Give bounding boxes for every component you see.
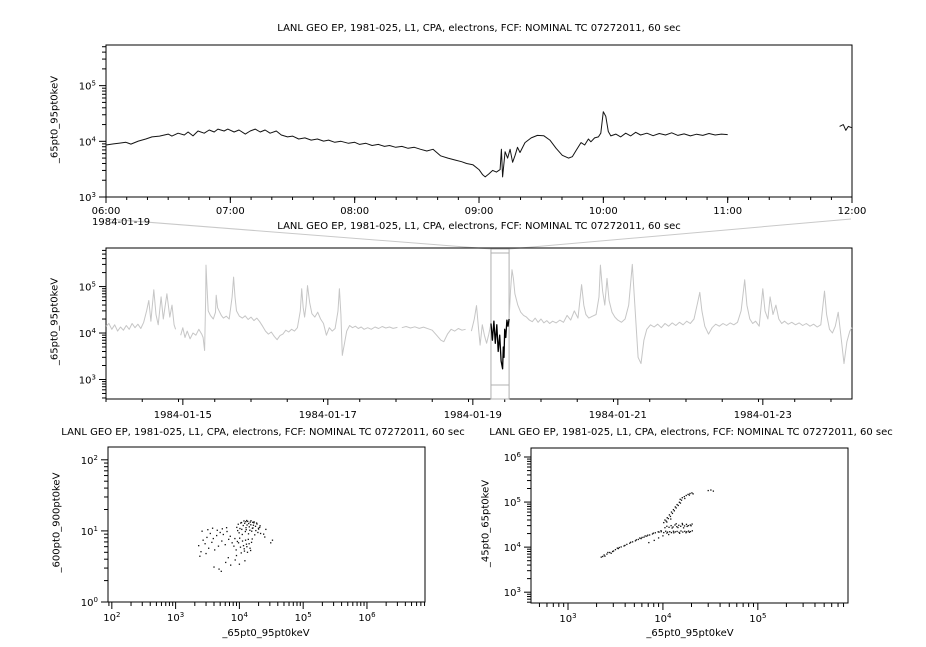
plot-frame	[108, 447, 425, 602]
scatter-left-y-axis-label: _600pt0_900pt0keV	[51, 472, 63, 573]
log-tick-label: $10^4$	[78, 327, 96, 341]
time-tick-label: 11:00	[713, 206, 743, 217]
log-tick-label: $10^6$	[358, 611, 376, 624]
axis-tick-labels	[504, 451, 767, 625]
log-tick-label: $10^5$	[749, 612, 767, 625]
scatter-left-title: LANL GEO EP, 1981-025, L1, CPA, electrons, FCF: NOMINAL TC 07272011, 60 sec	[61, 427, 465, 438]
series-line	[106, 112, 852, 177]
log-tick-label: $10^5$	[78, 79, 96, 93]
top-axis-context-date: 1984-01-19	[92, 217, 151, 228]
log-tick-label: $10^1$	[80, 524, 98, 538]
timeseries-panel-context[interactable]	[79, 248, 852, 421]
scatter-points	[601, 489, 714, 557]
log-tick-label: $10^5$	[78, 280, 96, 294]
scatter-right-y-axis-label: _45pt0_65pt0keV	[480, 479, 492, 568]
timeseries-panel-zoomed[interactable]	[79, 45, 867, 217]
time-tick-label: 1984-01-23	[733, 410, 792, 421]
time-tick-label: 1984-01-21	[588, 410, 647, 421]
axis-tick-labels	[79, 80, 867, 217]
top-plot-title: LANL GEO EP, 1981-025, L1, CPA, electrons, FCF: NOMINAL TC 07272011, 60 sec	[277, 23, 681, 34]
log-tick-label: $10^4$	[654, 612, 672, 625]
top-y-axis-label: _65pt0_95pt0keV	[49, 75, 61, 164]
log-tick-label: $10^4$	[78, 135, 96, 149]
log-tick-label: $10^4$	[503, 541, 521, 555]
axis-ticks	[524, 457, 844, 610]
context-plot-title: LANL GEO EP, 1981-025, L1, CPA, electrons, FCF: NOMINAL TC 07272011, 60 sec	[277, 221, 681, 232]
time-tick-label: 06:00	[91, 206, 121, 217]
series-context	[106, 264, 852, 363]
scatter-points	[198, 520, 273, 572]
time-tick-label: 12:00	[837, 206, 867, 217]
plot-frame	[106, 248, 852, 399]
time-tick-label: 1984-01-15	[153, 410, 212, 421]
log-tick-label: $10^0$	[80, 596, 98, 609]
scatter-panel-left[interactable]	[81, 447, 425, 624]
axis-tick-labels	[79, 281, 792, 421]
time-tick-label: 1984-01-19	[443, 410, 502, 421]
axis-ticks	[99, 250, 831, 405]
log-tick-label: $10^5$	[503, 496, 521, 510]
time-tick-label: 10:00	[588, 206, 618, 217]
log-tick-label: $10^3$	[559, 612, 577, 625]
plot-frame	[106, 45, 852, 197]
time-tick-label: 09:00	[464, 206, 494, 217]
log-tick-label: $10^3$	[78, 373, 96, 387]
log-tick-label: $10^3$	[167, 611, 185, 624]
time-tick-label: 1984-01-17	[298, 410, 357, 421]
axis-ticks	[101, 460, 425, 609]
log-tick-label: $10^4$	[230, 611, 248, 624]
log-tick-label: $10^2$	[103, 611, 121, 624]
time-tick-label: 08:00	[340, 206, 370, 217]
scatter-right-x-axis-label: _65pt0_95pt0keV	[646, 628, 734, 639]
series-line	[491, 319, 509, 369]
log-tick-label: $10^5$	[294, 611, 312, 624]
log-tick-label: $10^6$	[503, 451, 521, 465]
plot-frame	[531, 448, 848, 603]
log-tick-label: $10^3$	[78, 191, 96, 204]
time-tick-label: 07:00	[215, 206, 245, 217]
scatter-left-x-axis-label: _65pt0_95pt0keV	[222, 628, 310, 639]
axis-ticks	[99, 47, 852, 203]
scatter-right-title: LANL GEO EP, 1981-025, L1, CPA, electrons, FCF: NOMINAL TC 07272011, 60 sec	[489, 427, 893, 438]
log-tick-label: $10^2$	[80, 453, 98, 467]
context-y-axis-label: _65pt0_95pt0keV	[49, 277, 61, 366]
log-tick-label: $10^3$	[503, 586, 521, 600]
scatter-panel-right[interactable]	[504, 448, 848, 625]
